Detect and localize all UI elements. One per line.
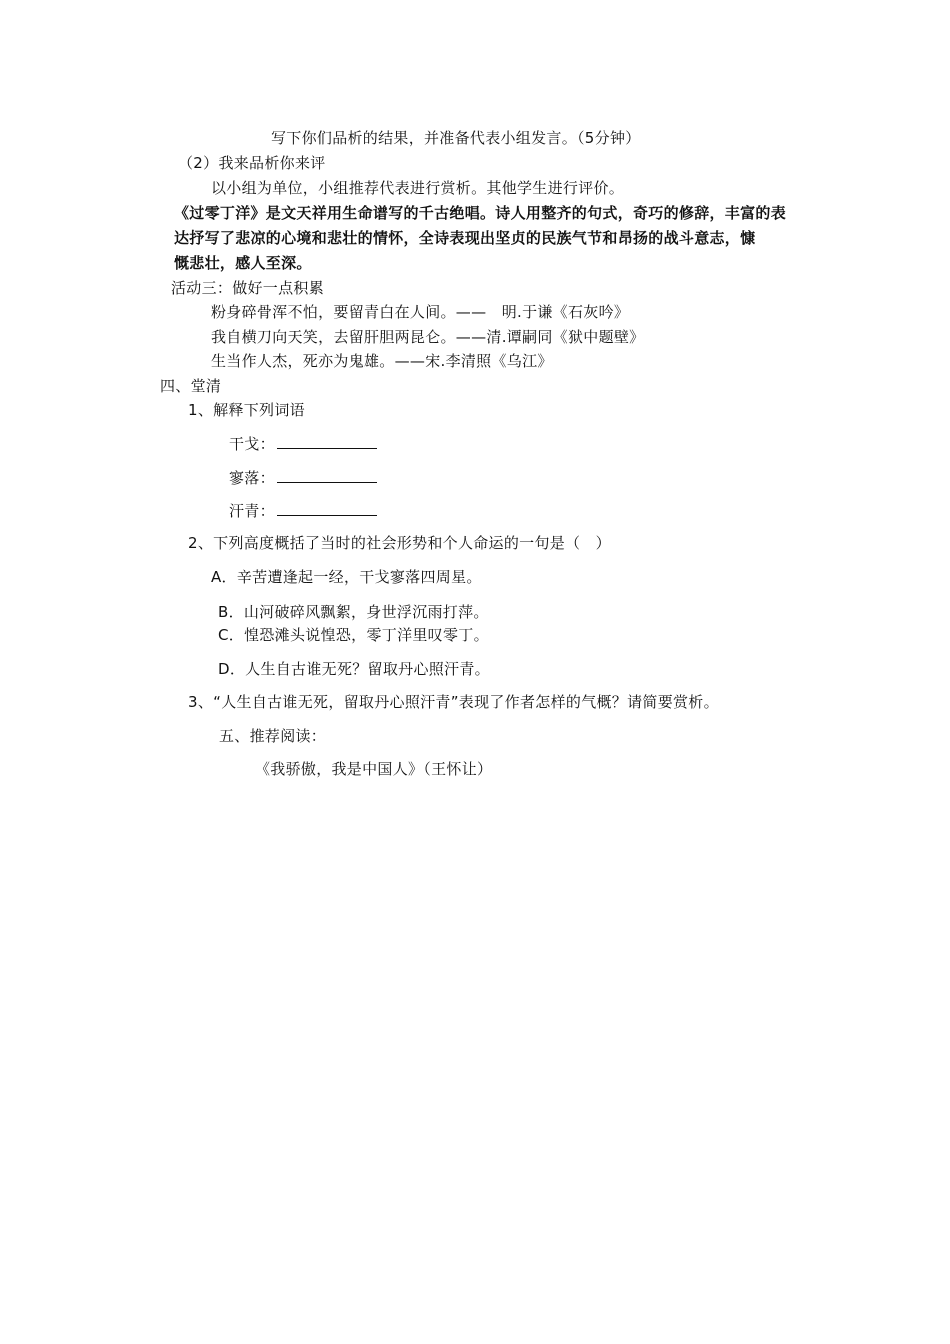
recommended-book: 《我骄傲，我是中国人》（王怀让） (255, 760, 493, 778)
question3-prompt: 3、“人生自古谁无死，留取丹心照汗青”表现了作者怎样的气概？请简要赏析。 (188, 693, 719, 711)
option-b: B．山河破碎风飘絮，身世浮沉雨打萍。 (218, 603, 489, 621)
summary-line-1: 《过零丁洋》是文天祥用生命谱写的千古绝唱。诗人用整齐的句式，奇巧的修辞，丰富的表 (174, 204, 787, 222)
summary-line-3: 慨悲壮，感人至深。 (174, 254, 312, 272)
answer-blank[interactable] (277, 499, 377, 516)
term-label: 干戈： (229, 435, 275, 453)
quote-1: 粉身碎骨浑不怕，要留青白在人间。—— 明.于谦《石灰吟》 (211, 303, 630, 321)
option-c: C．惶恐滩头说惶恐，零丁洋里叹零丁。 (218, 626, 489, 644)
quote-2: 我自横刀向天笑，去留肝胆两昆仑。——清.谭嗣同《狱中题壁》 (211, 328, 645, 346)
answer-blank[interactable] (277, 466, 377, 483)
activity-instruction: 写下你们品析的结果，并准备代表小组发言。（5分钟） (271, 129, 641, 147)
term-row (229, 466, 377, 488)
question2-prompt: 2、下列高度概括了当时的社会形势和个人命运的一句是（ ） (188, 534, 611, 552)
term-row (229, 499, 377, 521)
option-a: A．辛苦遭逢起一经，干戈寥落四周星。 (211, 568, 482, 586)
term-row (229, 432, 377, 454)
summary-line-2: 达抒写了悲凉的心境和悲壮的情怀，全诗表现出坚贞的民族气节和昂扬的战斗意志，慷 (174, 229, 756, 247)
term-label: 汗青： (229, 502, 275, 520)
activity3-heading: 活动三：做好一点积累 (171, 279, 325, 297)
term-label: 寥落： (229, 469, 275, 487)
option-d: D．人生自古谁无死？留取丹心照汗青。 (218, 660, 490, 678)
answer-blank[interactable] (277, 432, 377, 449)
quote-3: 生当作人杰，死亦为鬼雄。——宋.李清照《乌江》 (211, 352, 553, 370)
section5-heading: 五、推荐阅读： (219, 727, 327, 745)
step2-heading: （2）我来品析你来评 (178, 154, 326, 172)
section4-heading: 四、堂清 (160, 377, 222, 395)
step2-text: 以小组为单位，小组推荐代表进行赏析。其他学生进行评价。 (211, 179, 625, 197)
question1-prompt: 1、解释下列词语 (188, 401, 305, 419)
